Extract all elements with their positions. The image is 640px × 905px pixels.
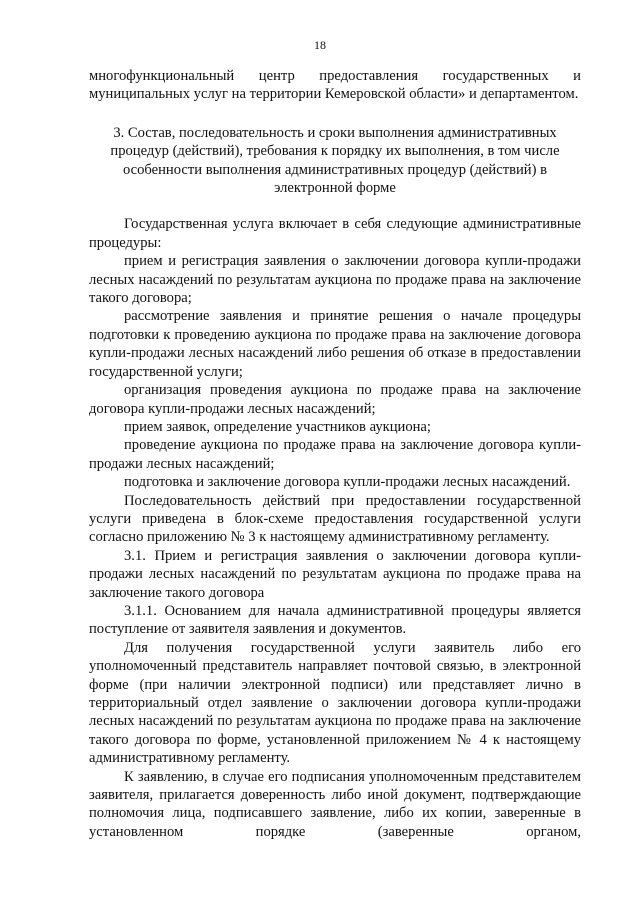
paragraph-procedure-review: рассмотрение заявления и принятие решения о начале процедуры подготовки к проведению аукциона по продаже права на заключение договора купли-продажи лесных насаждений либо решения об отказе в предоставлении государственной услуги; [89,308,581,380]
paragraph-procedure-contract: подготовка и заключение договора купли-продажи лесных насаждений. [124,474,571,491]
paragraph-attachments: К заявлению, в случае его подписания уполномоченным представителем заявителя, прилагается доверенность либо иной документ, подтверждающие полномочия лица, подписавшего заявление, либо их копии, заверенные в установленном порядке (заверенные органом, [89,768,581,840]
intro-fragment-paragraph: многофункциональный центр предоставления государственных и муниципальных услуг на территории Кемеровской области» и департаментом. [89,68,581,103]
paragraph-procedure-organization: организация проведения аукциона по продаже права на заключение договора купли-продажи лесных насаждений; [89,382,581,417]
paragraph-submission: Для получения государственной услуги заявитель либо его уполномоченный представитель направляет почтовой связью, в электронной форме (при наличии электронной подписи) или представляет лично в территориальный отдел заявление о заключении договора купли-продажи лесных насаждений по результатам аукциона по продаже права на заключение такого договора по форме, установленной приложением № 4 к настоящему административному регламенту. [89,639,581,767]
paragraph-sequence: Последовательность действий при предоставлении государственной услуги приведена в блок-схеме предоставления государственной услуги согласно приложению № 3 к настоящему административному регламенту. [89,492,581,546]
paragraph-procedure-auction: проведение аукциона по продаже права на заключение договора купли-продажи лесных насаждений; [89,437,581,472]
document-body [89,67,581,841]
paragraph-3-1: 3.1. Прием и регистрация заявления о заключении договора купли-продажи лесных насаждений по результатам аукциона по продаже права на заключение такого договора [89,547,581,601]
paragraph-procedure-applications: прием заявок, определение участников аукциона; [124,418,431,435]
paragraph-3-1-1: 3.1.1. Основанием для начала административной процедуры является поступление от заявителя заявления и документов. [89,602,581,638]
paragraph-procedure-reception: прием и регистрация заявления о заключении договора купли-продажи лесных насаждений по результатам аукциона по продаже права на заключение такого договора; [89,253,581,307]
section-heading: 3. Состав, последовательность и сроки выполнения административных процедур (действий), требования к порядку их выполнения, в том числе особенности выполнения административных процедур (действий) в электронной форме [110,124,560,197]
page-number: 18 [314,38,326,52]
paragraph-services-intro: Государственная услуга включает в себя следующие административные процедуры: [89,216,581,251]
